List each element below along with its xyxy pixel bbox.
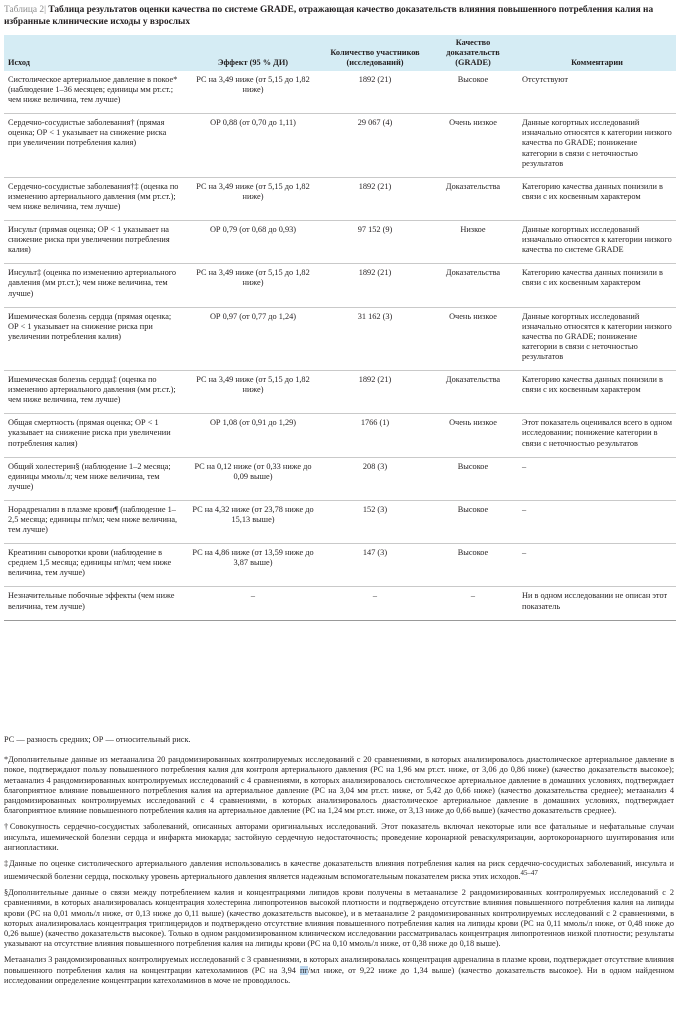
cell-effect: РС на 3,49 ниже (от 5,15 до 1,82 ниже) (184, 371, 322, 414)
cell-quality: Доказательства (428, 264, 518, 307)
cell-outcome: Креатинин сыворотки крови (наблюдение в среднем 1,5 месяца; единицы нг/мл; чем ниже величина, тем лучше) (4, 544, 184, 587)
table-label: Таблица 2 (4, 5, 45, 15)
cell-effect: РС на 3,49 ниже (от 5,15 до 1,82 ниже) (184, 177, 322, 220)
reference-superscript: 45–47 (520, 870, 538, 878)
footnote-abbreviations: РС — разность средних; ОР — относительный риск. (4, 735, 191, 744)
table-row (4, 71, 676, 114)
cell-participants: 31 162 (3) (322, 307, 428, 370)
caption-separator: | (44, 5, 46, 15)
cell-outcome: Инсульт (прямая оценка; ОР < 1 указывает на снижение риска при увеличении потребления калия) (4, 221, 184, 264)
cell-comment: Данные когортных исследований изначально относятся к категории низкого качества по GRADE; понижение категории в связи с неточностью результатов (518, 307, 676, 370)
footnote-section: §Дополнительные данные о связи между потреблением калия и концентрациями липидов крови получены в метаанализе 2 рандомизированных контролируемых исследований с 2 сравнениями, в которых анализировалась концентрация холестерина липопротеинов высокой плотности и подтверждено отсутствие влияния повышенного потребления калия на липиды крови (РС на 0,01 ммоль/л ниже, от 0,13 ниже до 0,11 выше) (качество доказательств высокое), и в метаанализе 2 рандомизированных контролируемых исследований с 2 сравнениями, в которых анализировалась концентрация триглицеридов и подтверждено отсутствие влияния повышенного потребления калия на липиды крови (РС на 0,11 ммоль/л ниже, от 0,48 ниже до 0,26 выше) (качество доказательств высокое). Только в одном рандомизированном клиническом исследовании рассматривалась концентрация липопротеинов низкой плотности; результаты указывают на отсутствие влияния повышенного потребления калия на липиды крови (РС на 0,10 ммоль/л ниже, от 0,38 ниже до 0,18 выше). (4, 888, 674, 949)
cell-comment: Данные когортных исследований изначально относятся к категории низкого качества по системе GRADE (518, 221, 676, 264)
cell-effect: ОР 1,08 (от 0,91 до 1,29) (184, 414, 322, 457)
cell-participants: 29 067 (4) (322, 114, 428, 177)
cell-outcome: Сердечно-сосудистые заболевания† (прямая оценка; ОР < 1 указывает на снижение риска при увеличении потребления калия) (4, 114, 184, 177)
cell-comment: Данные когортных исследований изначально относятся к категории низкого качества по GRADE; понижение категории в связи с неточностью результатов (518, 114, 676, 177)
cell-effect: РС на 3,49 ниже (от 5,15 до 1,82 ниже) (184, 264, 322, 307)
table-row (4, 544, 676, 587)
cell-quality: Доказательства (428, 371, 518, 414)
cell-quality: Очень низкое (428, 114, 518, 177)
footnote-double-dagger (4, 859, 674, 882)
cell-participants: 208 (3) (322, 457, 428, 500)
cell-participants: 1892 (21) (322, 371, 428, 414)
cell-effect: ОР 0,97 (от 0,77 до 1,24) (184, 307, 322, 370)
cell-comment: Категорию качества данных понизили в связи с их косвенным характером (518, 177, 676, 220)
cell-effect: РС на 4,32 ниже (от 23,78 ниже до 15,13 выше) (184, 500, 322, 543)
table-row (4, 221, 676, 264)
table-row (4, 587, 676, 620)
cell-comment: Отсутствуют (518, 71, 676, 114)
cell-outcome: Норадреналин в плазме крови¶ (наблюдение 1–2,5 месяца; единицы пг/мл; чем ниже величина, тем лучше) (4, 500, 184, 543)
cell-comment: Этот показатель оценивался всего в одном исследовании; понижение категории в связи с неточностью результатов (518, 414, 676, 457)
cell-quality: Высокое (428, 500, 518, 543)
cell-effect: РС на 4,86 ниже (от 13,59 ниже до 3,87 выше) (184, 544, 322, 587)
table-footnotes (4, 735, 674, 992)
cell-effect: – (184, 587, 322, 620)
cell-outcome: Сердечно-сосудистые заболевания†‡ (оценка по изменению артериального давления (мм рт.ст.); чем ниже величина, тем лучше) (4, 177, 184, 220)
cell-outcome: Инсульт‡ (оценка по изменению артериального давления (мм рт.ст.); чем ниже величина, тем лучше) (4, 264, 184, 307)
cell-quality: Очень низкое (428, 414, 518, 457)
cell-comment: Категорию качества данных понизили в связи с их косвенным характером (518, 371, 676, 414)
cell-comment: – (518, 457, 676, 500)
cell-quality: – (428, 587, 518, 620)
cell-outcome: Незначительные побочные эффекты (чем ниже величина, тем лучше) (4, 587, 184, 620)
footnote-double-dagger-text: ‡Данные по оценке систолического артериального давления использовались в качестве доказательств влияния потребления калия на риск сердечно-сосудистых заболеваний, инсульта и ишемической болезни сердца, поскольку уровень артериального давления является надежным вспомогательным показателем риска этих исходов. (4, 859, 674, 881)
table-row (4, 177, 676, 220)
cell-comment: – (518, 500, 676, 543)
table-row (4, 414, 676, 457)
table-row (4, 457, 676, 500)
cell-participants: 1892 (21) (322, 71, 428, 114)
table-caption (4, 5, 674, 28)
footnote-text-after: /мл ниже, от 9,22 ниже до 1,34 выше) (качество доказательств высокое). Ни в одном найденном исследовании определение концентрации катехоламинов в моче не проводилось. (4, 965, 675, 985)
cell-participants: 1892 (21) (322, 177, 428, 220)
cell-outcome: Систолическое артериальное давление в покое* (наблюдение 1–36 месяцев; единицы мм рт.ст.; чем ниже величина, тем лучше) (4, 71, 184, 114)
table-row (4, 264, 676, 307)
highlighted-word: пг (300, 965, 308, 975)
cell-participants: 97 152 (9) (322, 221, 428, 264)
header-effect: Эффект (95 % ДИ) (184, 35, 322, 71)
cell-participants: 1892 (21) (322, 264, 428, 307)
cell-effect: ОР 0,79 (от 0,68 до 0,93) (184, 221, 322, 264)
cell-quality: Очень низкое (428, 307, 518, 370)
cell-comment: – (518, 544, 676, 587)
header-comments: Комментарии (518, 35, 676, 71)
cell-quality: Высокое (428, 71, 518, 114)
header-quality: Качество доказательств (GRADE) (428, 35, 518, 71)
cell-quality: Доказательства (428, 177, 518, 220)
table-title: Таблица результатов оценки качества по системе GRADE, отражающая качество доказательств влияния повышенного потребления калия на избранные клинические исходы у взрослых (4, 5, 654, 27)
grade-table (4, 35, 676, 621)
header-participants: Количество участников (исследований) (322, 35, 428, 71)
cell-comment: Категорию качества данных понизили в связи с их косвенным характером (518, 264, 676, 307)
cell-quality: Высокое (428, 457, 518, 500)
cell-participants: 147 (3) (322, 544, 428, 587)
table-row (4, 371, 676, 414)
header-outcome: Исход (4, 35, 184, 71)
cell-participants: 1766 (1) (322, 414, 428, 457)
cell-effect: ОР 0,88 (от 0,70 до 1,11) (184, 114, 322, 177)
cell-effect: РС на 3,49 ниже (от 5,15 до 1,82 ниже) (184, 71, 322, 114)
table-row (4, 500, 676, 543)
table-row (4, 114, 676, 177)
footnote-catecholamines (4, 955, 674, 986)
cell-effect: РС на 0,12 ниже (от 0,33 ниже до 0,09 выше) (184, 457, 322, 500)
footnote-star: *Дополнительные данные из метаанализа 20 рандомизированных контролируемых исследований с 20 сравнениями, в которых анализировалось диастолическое артериальное давление в покое, подтверждают пользу повышенного потребления калия для контроля артериального давления (РС на 1,96 мм рт.ст. ниже, от 3,06 до 0,86 ниже) (качество доказательств высокое); метаанализ 4 рандомизированных контролируемых исследований с 4 сравнениями, в которых анализировалось систолическое артериальное давление в домашних условиях, подтверждает благоприятное влияние повышенного потребления калия на артериальное давление (РС на 3,04 мм рт.ст. ниже, от 5,42 до 0,66 ниже) (качество доказательства среднее); метаанализ 4 рандомизированных контролируемых исследований с 4 сравнениями, в которых анализировалось диастолическое артериальное давление в домашних условиях, подтверждает благоприятное влияние повышенного потребления калия на артериальное давление (РС на 1,24 мм рт.ст. ниже, от 3,13 ниже до 0,66 выше) (качество доказательств среднее). (4, 755, 674, 816)
cell-outcome: Ишемическая болезнь сердца (прямая оценка; ОР < 1 указывает на снижение риска при увеличении потребления калия) (4, 307, 184, 370)
cell-participants: – (322, 587, 428, 620)
cell-outcome: Общая смертность (прямая оценка; ОР < 1 указывает на снижение риска при увеличении потребления калия) (4, 414, 184, 457)
table-header-row (4, 35, 676, 71)
table-row (4, 307, 676, 370)
footnote-text-before: Метаанализ 3 рандомизированных контролируемых исследований с 3 сравнениями, в которых анализировалась концентрация адреналина в плазме крови, подтверждает отсутствие влияния повышенного потребления калия на концентрации катехоламинов (РС на 3,94 (4, 955, 674, 975)
cell-comment: Ни в одном исследовании не описан этот показатель (518, 587, 676, 620)
cell-outcome: Общий холестерин§ (наблюдение 1–2 месяца; единицы ммоль/л; чем ниже величина, тем лучше) (4, 457, 184, 500)
cell-outcome: Ишемическая болезнь сердца‡ (оценка по изменению артериального давления (мм рт.ст.); чем ниже величина, тем лучше) (4, 371, 184, 414)
cell-quality: Низкое (428, 221, 518, 264)
footnote-dagger: †Совокупность сердечно-сосудистых заболеваний, описанных авторами оригинальных исследований. Этот показатель включал некоторые или все фатальные и нефатальные случаи инсульта, ишемической болезни сердца и инфаркта миокарда; застойную сердечную недостаточность; проведение коронарной реваскуляризации, аортокоронарного шунтирования или ангиопластики. (4, 822, 674, 852)
cell-participants: 152 (3) (322, 500, 428, 543)
cell-quality: Высокое (428, 544, 518, 587)
